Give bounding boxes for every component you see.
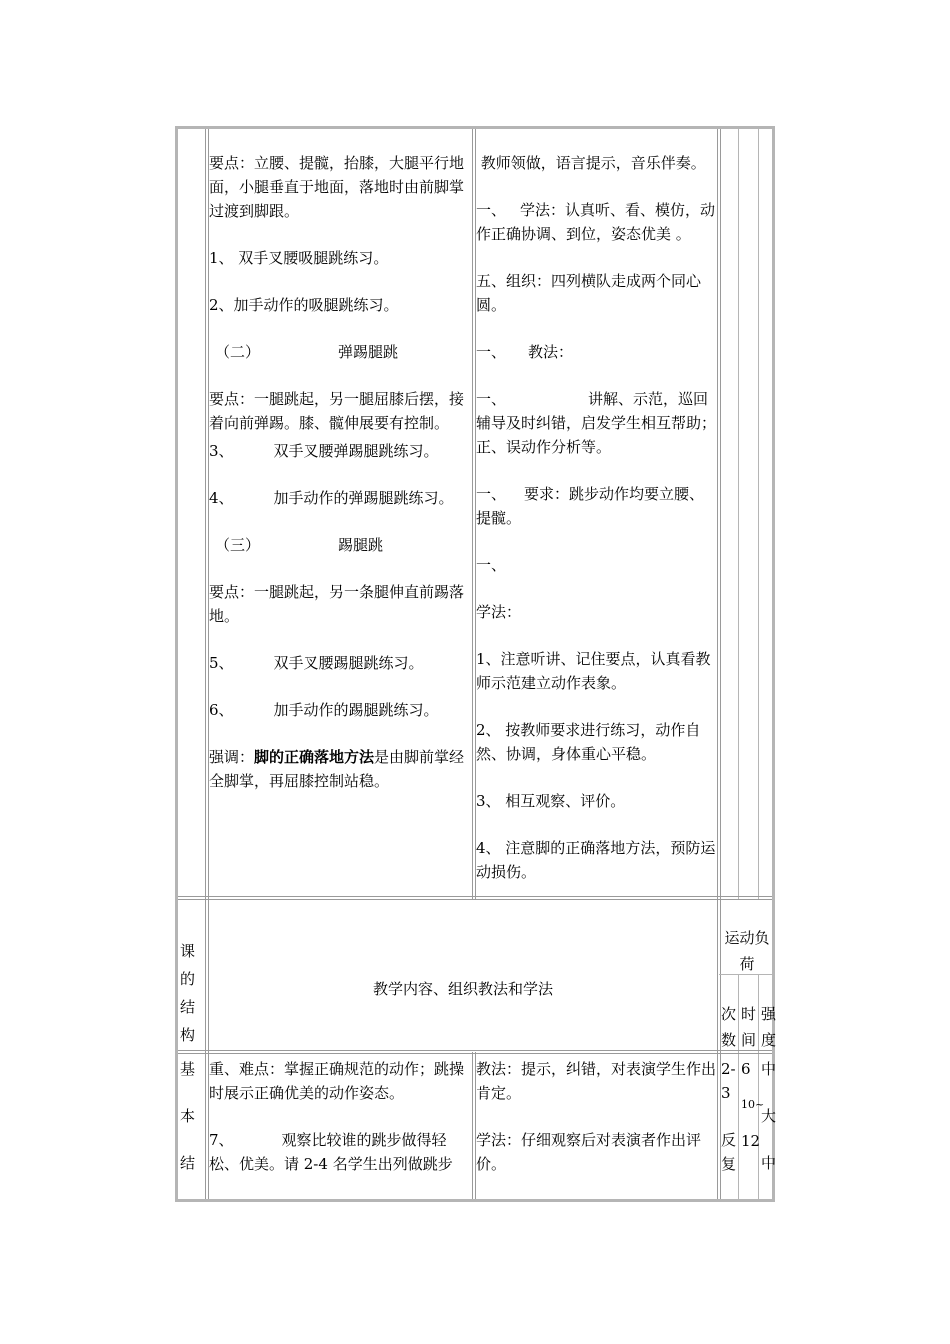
section-title: 弹踢腿跳 xyxy=(338,343,399,361)
item-text: 教法： xyxy=(528,343,574,361)
emphasis-bold: 脚的正确落地方法 xyxy=(254,748,375,766)
emphasis-rest: 是由脚前掌经全脚掌，再屈膝控制站稳。 xyxy=(209,748,465,790)
explanation xyxy=(476,387,718,459)
divider xyxy=(178,1050,772,1054)
exercise-2: 2、加手动作的吸腿跳练习。 xyxy=(209,296,399,314)
learning-method xyxy=(476,198,718,246)
item-text: 双手叉腰弹踢腿跳练习。 xyxy=(273,442,439,460)
learning-1: 1、注意听讲、记住要点，认真看教师示范建立动作表象。 xyxy=(476,650,711,692)
divider xyxy=(178,896,772,900)
lesson-plan-table xyxy=(175,126,775,1202)
section-number: （三） xyxy=(215,536,261,554)
exercise-1: 1、 双手叉腰吸腿跳练习。 xyxy=(209,249,389,267)
section-heading-2 xyxy=(209,340,473,364)
item-number: 6、 xyxy=(209,701,234,719)
section-label-1: 基 xyxy=(180,1060,196,1078)
divider xyxy=(738,129,739,899)
intensity-cell xyxy=(761,1057,779,1175)
item-number: 5、 xyxy=(209,654,234,672)
item-number: 一、 xyxy=(476,485,507,503)
learning-heading: 学法： xyxy=(476,603,522,621)
structure-label-text: 课的结构 xyxy=(180,942,196,1044)
item-text: 观察比较谁的跳步做得轻松、优美。请 2-4 名学生出列做跳步 xyxy=(209,1131,453,1173)
time-value: 6 xyxy=(741,1060,751,1078)
exercise-4 xyxy=(209,486,473,510)
count-label-text: 次数 xyxy=(721,1005,737,1049)
content-label-text: 教学内容、组织教法和学法 xyxy=(372,980,553,998)
exercise-6 xyxy=(209,698,473,722)
item-number: 7、 xyxy=(209,1131,234,1149)
key-difficulty: 重、难点：掌握正确规范的动作；跳操时展示正确优美的动作姿态。 xyxy=(209,1060,465,1102)
exercise-5 xyxy=(209,651,473,675)
load-label xyxy=(721,925,773,977)
list-marker: 一、 xyxy=(476,556,507,574)
upper-left-cell xyxy=(209,151,473,793)
organization: 五、组织：四列横队走成两个同心圆。 xyxy=(476,272,702,314)
learning-2: 2、 按教师要求进行练习，动作自然、协调，身体重心平稳。 xyxy=(476,721,701,763)
item-number: 4、 xyxy=(209,489,234,507)
intensity-value: 中 xyxy=(761,1060,777,1078)
count-value: 2- xyxy=(721,1060,736,1078)
item-text: 双手叉腰踢腿跳练习。 xyxy=(273,654,424,672)
section-heading-3 xyxy=(209,533,473,557)
divider xyxy=(758,129,759,899)
emphasis-note xyxy=(209,745,473,793)
content-label xyxy=(210,977,716,1001)
intensity-label xyxy=(761,1001,779,1053)
lower-teaching-method: 教法：提示，纠错，对表演学生作出肯定。 xyxy=(476,1060,717,1102)
time-value: 10~ xyxy=(741,1098,765,1111)
teacher-lead: 教师领做，语言提示，音乐伴奏。 xyxy=(476,154,706,172)
intensity-value: 大 xyxy=(761,1107,777,1125)
count-value: 反 xyxy=(721,1131,737,1149)
exercise-7 xyxy=(209,1128,473,1176)
section-number: （二） xyxy=(215,343,261,361)
count-cell xyxy=(721,1057,739,1176)
learning-4: 4、 注意脚的正确落地方法，预防运动损伤。 xyxy=(476,839,716,881)
item-number: 一、 xyxy=(476,201,507,219)
emphasis-prefix: 强调： xyxy=(209,748,255,766)
count-value: 3 xyxy=(721,1084,731,1102)
section-label-2: 本 xyxy=(180,1107,196,1125)
time-label-text: 时间 xyxy=(741,1005,757,1049)
key-points-2: 要点：一腿跳起，另一腿屈膝后摆，接着向前弹踢。膝、髋伸展要有控制。 xyxy=(209,390,465,432)
count-value: 复 xyxy=(721,1155,737,1173)
lower-left-cell xyxy=(209,1057,473,1176)
intensity-label-text: 强度 xyxy=(761,1005,777,1049)
item-number: 一、 xyxy=(476,390,507,408)
item-text: 要求：跳步动作均要立腰、提髋。 xyxy=(476,485,705,527)
lower-right-cell xyxy=(476,1057,718,1176)
upper-right-cell xyxy=(476,151,718,884)
time-label xyxy=(741,1001,759,1053)
item-number: 一、 xyxy=(476,343,507,361)
item-number: 3、 xyxy=(209,442,234,460)
key-points-3: 要点：一腿跳起，另一条腿伸直前踢落地。 xyxy=(209,583,465,625)
requirements xyxy=(476,482,718,530)
item-text: 加手动作的踢腿跳练习。 xyxy=(273,701,439,719)
learning-3: 3、 相互观察、评价。 xyxy=(476,792,626,810)
intensity-value: 中 xyxy=(761,1154,777,1172)
load-label-text: 运动负荷 xyxy=(724,929,770,973)
item-text: 讲解、示范，巡回辅导及时纠错，启发学生相互帮助；正、误动作分析等。 xyxy=(476,390,717,456)
item-text: 加手动作的弹踢腿跳练习。 xyxy=(273,489,454,507)
time-cell xyxy=(741,1057,765,1153)
section-label xyxy=(180,1057,200,1175)
item-text: 学法：认真听、看、模仿，动作正确协调、到位，姿态优美 。 xyxy=(476,201,716,243)
count-label xyxy=(721,1001,739,1053)
lower-learning-method: 学法：仔细观察后对表演者作出评价。 xyxy=(476,1131,702,1173)
structure-label xyxy=(180,937,200,1049)
section-title: 踢腿跳 xyxy=(338,536,384,554)
teaching-method xyxy=(476,340,718,364)
section-label-3: 结 xyxy=(180,1154,196,1172)
time-value: 12 xyxy=(741,1132,761,1150)
exercise-3 xyxy=(209,439,473,463)
key-points-1: 要点：立腰、提髋，抬膝，大腿平行地面，小腿垂直于地面，落地时由前脚掌过渡到脚跟。 xyxy=(209,154,465,220)
